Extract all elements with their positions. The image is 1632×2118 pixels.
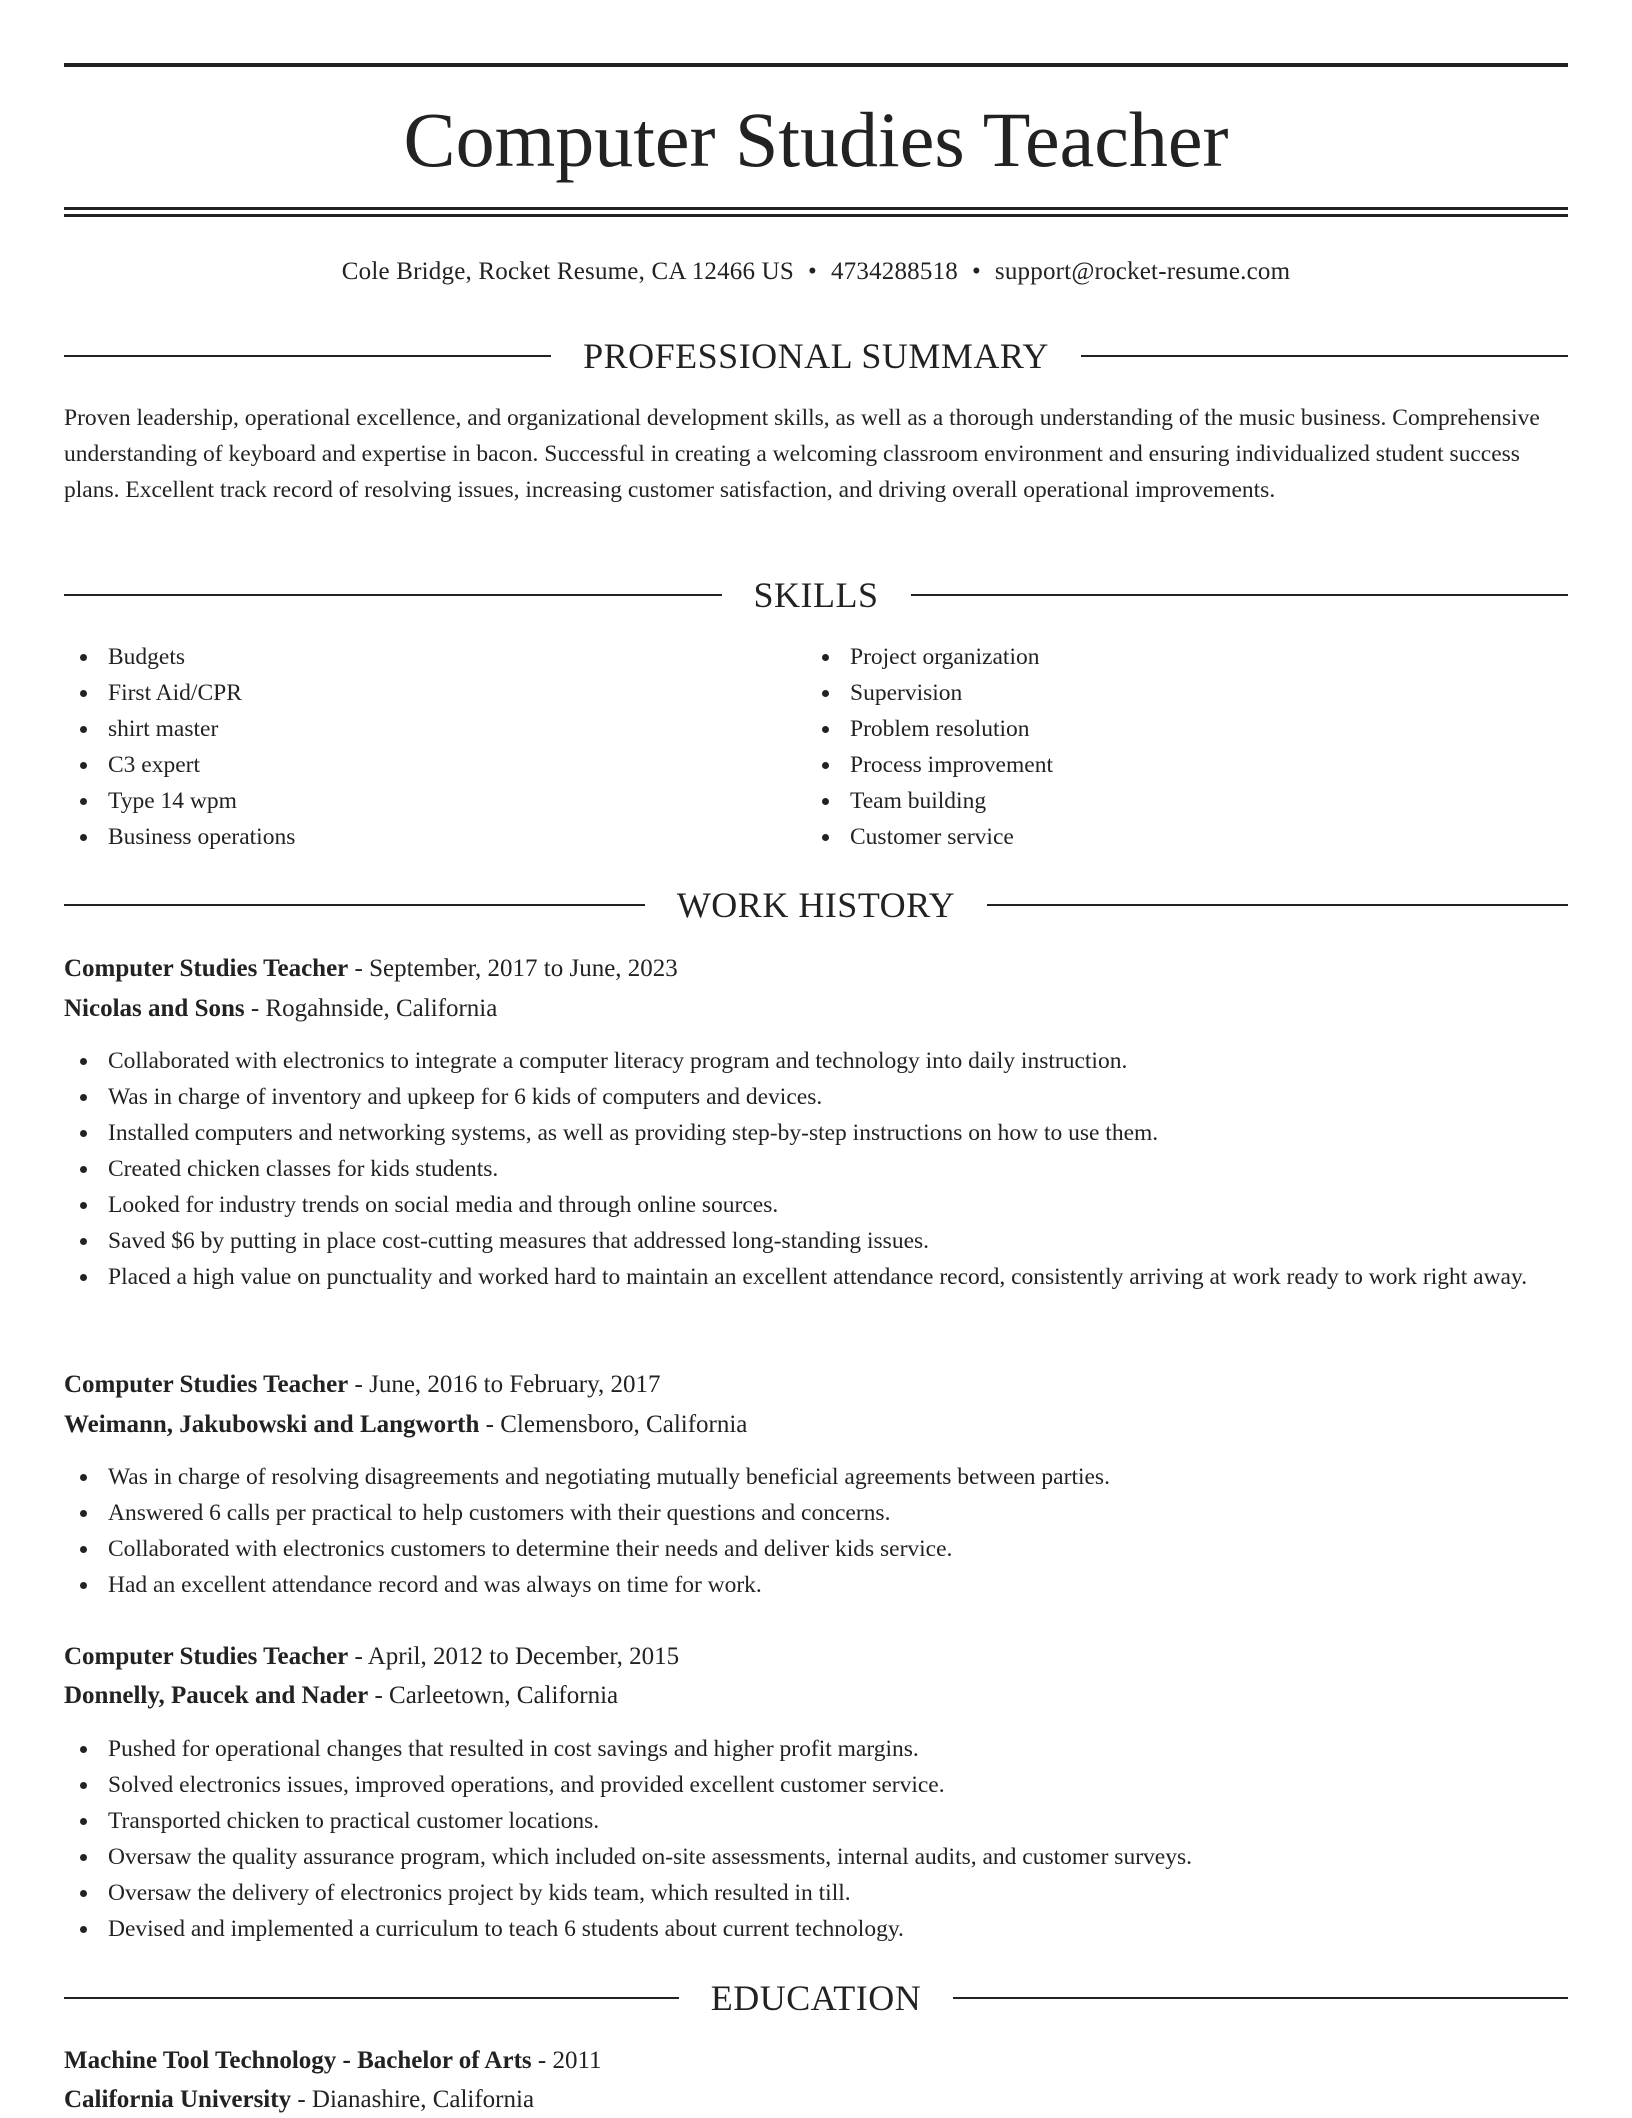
job-location: - Carleetown, California xyxy=(368,1682,619,1709)
job-bullets xyxy=(64,1459,1568,1603)
heading-rule xyxy=(64,594,722,596)
job-dates: - April, 2012 to December, 2015 xyxy=(348,1643,680,1670)
education-school: California University xyxy=(64,2086,292,2113)
education-degree-line xyxy=(64,2043,1568,2079)
skill-item: Supervision xyxy=(806,675,1568,711)
contact-separator: • xyxy=(971,258,981,285)
heading-rule xyxy=(64,904,645,906)
skills-column-left xyxy=(64,639,806,855)
summary-text: Proven leadership, operational excellence, and organizational development skills, as well as a thorough understanding of the music business. Comprehensive understanding of keyboard and expertise in bacon. Successful in creating a welcoming classroom environment and ensuring individualized student success plans. Excellent track record of resolving issues, increasing customer satisfaction, and driving overall operational improvements. xyxy=(64,405,1540,503)
job-bullet: Solved electronics issues, improved operations, and provided excellent customer service. xyxy=(64,1767,1568,1803)
job-company-line xyxy=(64,991,1568,1027)
section-title: SKILLS xyxy=(753,575,879,615)
job-bullets xyxy=(64,1731,1568,1947)
heading-rule xyxy=(911,594,1569,596)
job-bullets xyxy=(64,1043,1568,1295)
job-bullet: Was in charge of resolving disagreements and negotiating mutually beneficial agreements between parties. xyxy=(64,1459,1568,1495)
job-bullet: Oversaw the delivery of electronics project by kids team, which resulted in till. xyxy=(64,1875,1568,1911)
job-bullet: Had an excellent attendance record and was always on time for work. xyxy=(64,1567,1568,1603)
skill-item: C3 expert xyxy=(64,747,806,783)
heading-rule xyxy=(1081,355,1568,357)
job-title: Computer Studies Teacher xyxy=(64,1643,349,1670)
job-title-line xyxy=(64,951,1568,987)
skill-item: shirt master xyxy=(64,711,806,747)
title-double-rule xyxy=(64,207,1568,217)
job-bullet: Created chicken classes for kids students. xyxy=(64,1151,1568,1187)
job-bullet: Answered 6 calls per practical to help customers with their questions and concerns. xyxy=(64,1495,1568,1531)
skills-list xyxy=(64,639,1568,855)
job-bullet: Pushed for operational changes that resulted in cost savings and higher profit margins. xyxy=(64,1731,1568,1767)
contact-phone: 4734288518 xyxy=(830,258,958,285)
job-bullet: Devised and implemented a curriculum to teach 6 students about current technology. xyxy=(64,1911,1568,1947)
job-dates: - June, 2016 to February, 2017 xyxy=(348,1371,661,1398)
contact-separator: • xyxy=(808,258,817,285)
heading-rule xyxy=(953,1997,1568,1999)
section-title: WORK HISTORY xyxy=(676,885,956,925)
section-heading-skills xyxy=(64,573,1568,617)
education-degree: Machine Tool Technology - Bachelor of Arts xyxy=(64,2047,532,2074)
job-company: Nicolas and Sons xyxy=(64,995,245,1022)
education-year: - 2011 xyxy=(531,2047,602,2074)
job-bullet: Placed a high value on punctuality and worked hard to maintain an excellent attendance record, consistently arriving at work ready to work right away. xyxy=(64,1259,1568,1295)
job-title-line xyxy=(64,1367,1568,1403)
skill-item: Process improvement xyxy=(806,747,1568,783)
skill-item: Type 14 wpm xyxy=(64,783,806,819)
job-bullet: Collaborated with electronics to integrate a computer literacy program and technology into daily instruction. xyxy=(64,1043,1568,1079)
heading-rule xyxy=(64,1997,679,1999)
job-bullet: Installed computers and networking systems, as well as providing step-by-step instructions on how to use them. xyxy=(64,1115,1568,1151)
section-heading-education xyxy=(64,1976,1568,2020)
education-school-line xyxy=(64,2082,1568,2118)
skill-item: Budgets xyxy=(64,639,806,675)
skill-item: First Aid/CPR xyxy=(64,675,806,711)
section-heading-summary xyxy=(64,334,1568,378)
contact-line xyxy=(64,254,1568,290)
job-company-line xyxy=(64,1678,1568,1714)
education-location: - Dianashire, California xyxy=(291,2086,535,2113)
heading-rule xyxy=(987,904,1568,906)
job-bullet: Looked for industry trends on social media and through online sources. xyxy=(64,1187,1568,1223)
skill-item: Customer service xyxy=(806,819,1568,855)
job-company: Donnelly, Paucek and Nader xyxy=(64,1682,369,1709)
job-bullet: Saved $6 by putting in place cost-cutting measures that addressed long-standing issues. xyxy=(64,1223,1568,1259)
heading-rule xyxy=(64,355,551,357)
top-rule xyxy=(64,63,1568,67)
contact-address: Cole Bridge, Rocket Resume, CA 12466 US xyxy=(341,258,795,285)
job-location: - Rogahnside, California xyxy=(244,995,498,1022)
job-bullet: Collaborated with electronics customers to determine their needs and deliver kids service. xyxy=(64,1531,1568,1567)
resume-title: Computer Studies Teacher xyxy=(403,96,1229,183)
job-bullet: Was in charge of inventory and upkeep for 6 kids of computers and devices. xyxy=(64,1079,1568,1115)
section-title: EDUCATION xyxy=(710,1978,922,2018)
job-bullet: Transported chicken to practical customer locations. xyxy=(64,1803,1568,1839)
skill-item: Project organization xyxy=(806,639,1568,675)
contact-email: support@rocket-resume.com xyxy=(994,258,1291,285)
job-title: Computer Studies Teacher xyxy=(64,955,349,982)
job-dates: - September, 2017 to June, 2023 xyxy=(348,955,678,982)
job-company: Weimann, Jakubowski and Langworth xyxy=(64,1411,480,1438)
job-title-line xyxy=(64,1639,1568,1675)
job-bullet: Oversaw the quality assurance program, which included on-site assessments, internal audits, and customer surveys. xyxy=(64,1839,1568,1875)
section-heading-work-history xyxy=(64,883,1568,927)
job-company-line xyxy=(64,1407,1568,1443)
skills-column-right xyxy=(806,639,1568,855)
skill-item: Business operations xyxy=(64,819,806,855)
job-location: - Clemensboro, California xyxy=(479,1411,748,1438)
job-title: Computer Studies Teacher xyxy=(64,1371,349,1398)
skill-item: Problem resolution xyxy=(806,711,1568,747)
skill-item: Team building xyxy=(806,783,1568,819)
section-title: PROFESSIONAL SUMMARY xyxy=(583,336,1049,376)
